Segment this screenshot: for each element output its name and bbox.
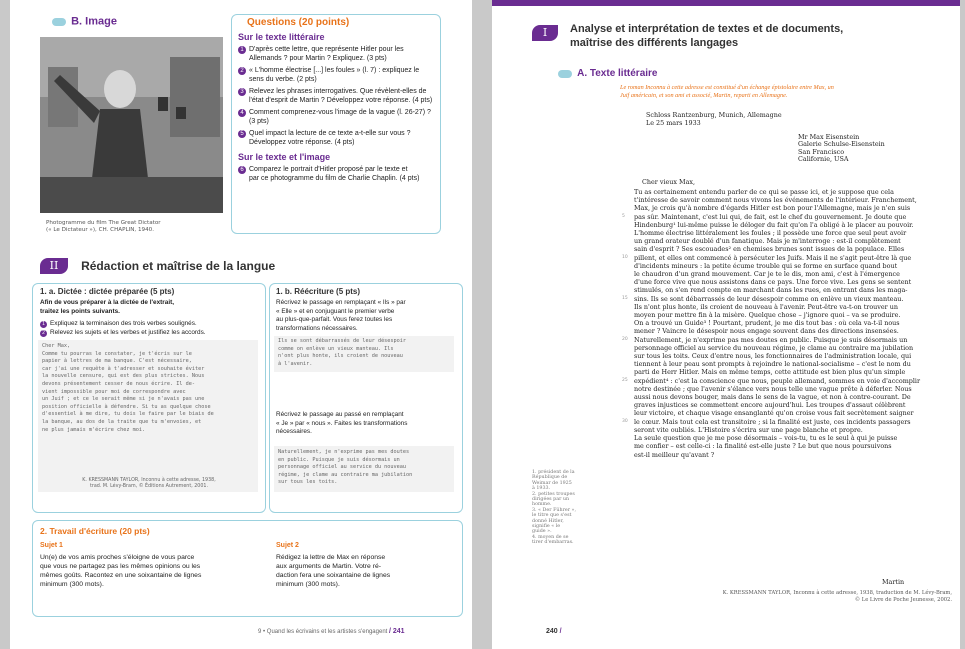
recipient-line: Mr Max Eisenstein	[798, 133, 860, 141]
dictee-line: Comme tu pourras le constater, je t'écris sur le	[42, 350, 192, 357]
question-text: « L'homme électrise [...] les foules » (l. 7) : expliquez le	[249, 67, 420, 74]
letter-line: le cœur. Mais tout cela est transitoire ; si la finalité est juste, ces incidents passagers	[634, 417, 911, 426]
footnote-line: République de	[532, 475, 568, 481]
footnote-line: guide ».	[532, 529, 552, 535]
dictee-text	[42, 343, 214, 434]
page-number: 241	[392, 628, 405, 635]
dictee-q1: Expliquez la terminaison des trois verbes soulignés.	[50, 320, 197, 327]
chaplin-photogram	[40, 37, 223, 213]
dictee-q2: Relevez les sujets et les verbes et justifiez les accords.	[50, 328, 206, 336]
letter-line: pas sûr. Maintenant, c'est lui qui, de fait, est le chef du gouvernement. Je doute que	[634, 212, 907, 221]
question-text: Comparez le portrait d'Hitler proposé par le texte et	[249, 166, 408, 173]
question-number: 5	[238, 130, 246, 138]
letter-line: Hindenburg¹ lui-même puisse le déloger du fait qu'on l'a obligé à le placer au pouvoir.	[634, 220, 914, 229]
letter-line: aussi nous devons bouger, mais dans le sens de la vague, et non à contre-courant. De	[634, 393, 911, 402]
section-1-title-line: Analyse et interprétation de textes et de documents,	[570, 23, 844, 35]
address-line: Le 25 mars 1933	[646, 119, 701, 128]
passage-line: en public. Puisque je suis désormais un	[278, 456, 400, 463]
footnote-line: signifie « le	[532, 524, 561, 530]
letter-line: leur victoire, et chaque visage ensanglanté qu'on croise vous fait secrètement saigner	[634, 409, 914, 418]
dictee-line: la banque, au dos de la traite que tu m'envoies, et	[42, 418, 202, 425]
arrow-icon	[558, 70, 572, 78]
sujet-line: minimum (300 mots).	[276, 581, 340, 588]
texte-litteraire-header	[558, 63, 658, 82]
left-page	[10, 0, 472, 649]
footnote-line: le titre que s'est	[532, 513, 572, 519]
questions-title: Questions (20 points)	[247, 17, 350, 28]
letter-line: On a trouvé un Guide³ ! Pourtant, prudent, je me dis tout bas : où cela va-t-il nous	[634, 319, 900, 328]
passage-line: sur tous les toits.	[278, 479, 338, 486]
dictee-credit	[44, 478, 254, 490]
footnote-line: 2. petites troupes	[532, 491, 575, 497]
question-2	[238, 66, 438, 84]
letter-line: Ils n'ont plus honte, ils croient de nouveau à l'avenir. Peut-être va-t-on trouver un	[634, 302, 898, 311]
question-text: sens du verbe. (2 pts)	[249, 76, 317, 83]
dictee-line: un Juif ; et ce le serait même si je n'avais pas une	[42, 396, 205, 403]
footnotes	[532, 470, 576, 546]
footnote-line: homme.	[532, 502, 552, 508]
dictee-q-icon: 2	[40, 330, 47, 337]
letter-line: t'intéresse de savoir comment nous vivons les événements de l'intérieur. Franchement,	[634, 196, 917, 205]
dictee-line: car j'ai une requête à t'adresser et souhaite éviter	[42, 365, 205, 372]
right-page-number: 240 /	[546, 628, 562, 635]
footnote-line: 3. « Der Führer »,	[532, 507, 576, 513]
photogram-illustration	[40, 37, 223, 213]
texte-litteraire-label: A. Texte littéraire	[577, 68, 658, 79]
passage-line: à l'avenir.	[278, 360, 313, 367]
recipient-line: Californie, USA	[798, 155, 849, 164]
caption-line-2: (« Le Dictateur »), CH. CHAPLIN, 1940.	[46, 227, 154, 233]
question-4	[238, 108, 438, 126]
footnote-line: 1. président de la	[532, 470, 575, 475]
reecriture-passage-1	[278, 338, 406, 368]
letter-line: un grand orateur doublé d'un fanatique. Mais je m'interroge : est-il complètement	[634, 237, 901, 246]
image-section-header	[52, 11, 117, 30]
dictee-line: papier à lettres de ma banque. C'est nécessaire,	[42, 358, 192, 365]
dictee-intro-line: traitez les points suivants.	[40, 307, 120, 315]
question-number: 2	[238, 67, 246, 75]
letter-line: d'une force vive que nous assistons dans ce pays. Une force vive. Les gens se sentent	[634, 278, 912, 287]
intro-line: Le roman Inconnu à cette adresse est constitué d'un échange épistolaire entre Max, un	[620, 84, 834, 91]
dictee-title: 1. a. Dictée : dictée préparée (5 pts)	[40, 287, 175, 296]
footnote-line: donné Hitler,	[532, 518, 564, 524]
sujet-line: mêmes goûts. Racontez en une soixantaine de lignes	[40, 572, 202, 579]
footnote-line: à 1933.	[532, 486, 551, 492]
passage-line: régime, je clame au contraire ma jubilation	[278, 471, 413, 478]
letter-line: le chaudron d'un grand mouvement. Car je te le dis, mon ami, c'est à l'émergence	[634, 270, 900, 279]
signature: Martin	[882, 578, 905, 586]
photo-caption	[46, 220, 161, 234]
letter-salutation: Cher vieux Max,	[642, 178, 696, 186]
recipient-line: San Francisco	[798, 147, 845, 156]
source-line: K. KRESSMANN TAYLOR, Inconnu à cette adresse, 1938, traduction de M. Lévy-Bram,	[722, 590, 952, 596]
question-6	[238, 165, 438, 183]
credit-line: trad. M. Lévy-Bram, © Éditions Autrement, 2001.	[90, 484, 208, 489]
ecriture-title: 2. Travail d'écriture (20 pts)	[40, 526, 150, 536]
instruction-line: transformations nécessaires.	[276, 324, 358, 332]
credit-line: K. KRESSMANN TAYLOR, Inconnu à cette adresse, 1938,	[82, 478, 216, 483]
letter-line: pillent, et elles ont commencé à persécuter les Juifs. Mais il ne s'agit peut-être là que	[634, 253, 912, 262]
letter-line: tiennent à leur peau sont prompts à rejoindre le national-socialisme – c'est le nom du	[634, 360, 911, 369]
letter-line: Naturellement, je n'exprime pas mes doutes en public. Puisque je suis désormais un	[634, 335, 908, 344]
letter-line: me confier – est celle-ci : la finalité est-elle juste ? Le but que nous poursuivons	[634, 442, 892, 451]
dictee-line: ne plus jamais m'écrire chez moi.	[42, 426, 146, 433]
sujet-1-text	[40, 553, 260, 589]
dictee-intro-line: Afin de vous préparer à la dictée de l'extrait,	[40, 299, 174, 306]
questions-head-text: Sur le texte littéraire	[238, 32, 325, 42]
caption-line-1: Photogramme du film The Great Dictator	[46, 220, 161, 226]
reecriture-title: 1. b. Réécriture (5 pts)	[276, 287, 361, 296]
section-1-title	[570, 22, 843, 50]
question-text: Quel impact la lecture de ce texte a-t-elle sur vous ?	[249, 130, 411, 137]
question-number: 3	[238, 88, 246, 96]
footnote-line: Weimar de 1925	[532, 480, 572, 486]
question-3	[238, 87, 438, 105]
sujet-line: Un(e) de vos amis proches s'éloigne de vous parce	[40, 554, 195, 561]
passage-line: comme on enlève un vieux manteau. Ils	[278, 345, 394, 352]
letter-line: parti de Herr Hitler. Mais en même temps, cette attitude est bien plus qu'un simple	[634, 368, 906, 377]
letter-line: Tu as certainement entendu parler de ce qui se passe ici, et je suppose que cela	[634, 188, 894, 196]
source	[670, 590, 952, 603]
question-text: (3 pts)	[249, 118, 269, 125]
letter-line: est-il meilleur qu'avant ?	[634, 450, 715, 459]
section-2-title: Rédaction et maîtrise de la langue	[81, 258, 276, 273]
line-number: 20	[622, 336, 628, 342]
letter-line: moyen pour mettre fin à la misère. Quelque chose – j'ignore quoi – va se produire.	[634, 311, 901, 320]
letter-line: sins. Ils se sont débarrassés de leur désespoir comme on enlève un vieux manteau.	[634, 294, 904, 303]
dictee-intro	[40, 299, 174, 316]
intro-text	[620, 84, 834, 100]
letter-line: L'homme électrise littéralement les foules ; il possède une force que seul peut avoir	[634, 229, 907, 238]
reecriture-instruction-1	[276, 299, 456, 333]
line-number: 15	[622, 295, 628, 301]
sujet-line: minimum (300 mots).	[40, 581, 104, 588]
footnote-list	[532, 470, 576, 546]
instruction-line: nécessaires.	[276, 428, 312, 435]
instruction-line: Récrivez le passage en remplaçant « Ils » par	[276, 299, 406, 306]
letter-line: La seule question que je me pose désormais – vois-tu, tu es le seul à qui je puisse	[634, 434, 898, 443]
letter-line: sur tous les toits. Ceux d'entre nous, les fonctionnaires de l'administration locale, qui	[634, 352, 912, 361]
question-text: Développez votre réponse. (4 pts)	[249, 139, 355, 146]
line-number: 30	[622, 418, 628, 424]
question-text: par ce photogramme du film de Charlie Chaplin. (4 pts)	[249, 175, 420, 182]
arrow-icon	[52, 18, 66, 26]
section-1-title-line: maîtrise des différents langages	[570, 37, 739, 49]
dictee-line: vient impossible pour moi de correspondre avec	[42, 388, 186, 395]
letter-line: d'incidents mineurs : la petite écume trouble qui se forme en surface quand bout	[634, 261, 898, 270]
letter-line: mener ? Vaincre le désespoir nous engage souvent dans des directions insensées.	[634, 327, 899, 336]
sujet-line: aux arguments de Martin. Votre ré-	[276, 563, 382, 570]
letter-line: Max, je crois qu'à nombre d'égards Hitler est bon pour l'Allemagne, mais je n'en suis	[634, 204, 911, 213]
letter-address	[646, 111, 782, 127]
letter-line: expédient⁴ : c'est la conscience que nous, peuple allemand, sommes en voie d'accomplir	[634, 376, 920, 385]
instruction-line: « Je » par « nous ». Faites les transformations	[276, 419, 408, 427]
dictee-line: position officielle à défendre. Si tu as quelque chose	[42, 403, 211, 410]
footer-text: 9 • Quand les écrivains et les artistes s'engagent	[258, 629, 388, 635]
address-line: Schloss Rantzenburg, Munich, Allemagne	[646, 111, 782, 119]
page-number: 240	[546, 628, 558, 635]
instruction-line: « Elle » et en conjuguant le premier verbe	[276, 307, 395, 315]
sujet-line: daction fera une soixantaine de lignes	[276, 572, 391, 579]
footnote-line: dirigées par un	[532, 497, 570, 503]
letter-line: graves injustices se commettent encore aujourd'hui. Les troupes d'assaut célèbrent	[634, 401, 906, 410]
letter-line: stimulés, on s'en rend compte en marchant dans les rues, en entrant dans les maga-	[634, 286, 908, 295]
section-1-header	[532, 22, 558, 41]
sujet-line: Rédigez la lettre de Max en réponse	[276, 554, 386, 561]
passage-line: n'ont plus honte, ils croient de nouveau	[278, 353, 403, 360]
section-2-number: II	[40, 258, 68, 274]
question-number: 6	[238, 166, 246, 174]
reecriture-passage-2	[278, 449, 412, 487]
passage-line: personnage officiel au service du nouveau	[278, 464, 407, 471]
letter-line: seront vite oubliés. L'Histoire s'écrira sur une page blanche et propre.	[634, 425, 863, 434]
top-band	[492, 0, 960, 6]
sujet-2-head: Sujet 2	[276, 542, 299, 549]
right-page	[492, 0, 960, 649]
line-number: 5	[622, 213, 625, 219]
source-line: © Le Livre de Poche Jeunesse, 2002.	[854, 596, 952, 603]
line-number: 10	[622, 254, 628, 260]
sujet-2-text	[276, 553, 456, 589]
letter-line: sain d'esprit ? Ses escouades² en chemises brunes sont issues de la populace. Elles	[634, 245, 905, 254]
question-text: Relevez les phrases interrogatives. Que révèlent-elles de	[249, 88, 427, 95]
question-text: Allemands ? pour Martin ? Expliquez. (3 pts)	[249, 55, 387, 62]
intro-line: Juif américain, et son ami et associé, Martin, reparti en Allemagne.	[620, 92, 788, 99]
letter-recipient	[798, 134, 885, 164]
question-text: Comment comprenez-vous l'image de la vague (l. 26-27) ?	[249, 109, 431, 116]
question-text: l'état d'esprit de Martin ? Développez votre réponse. (4 pts)	[249, 97, 433, 104]
dictee-q-icon: 1	[40, 321, 47, 328]
left-footer: 9 • Quand les écrivains et les artistes s'engagent / 241	[258, 628, 405, 635]
instruction-line: Récrivez le passage au passé en remplaçant	[276, 411, 404, 418]
recipient-line: Galerie Schulse-Eisenstein	[798, 140, 885, 149]
footnote-line: 4. moyen de se	[532, 534, 569, 540]
dictee-line: devons présentement cesser de nous écrire. Il de-	[42, 380, 196, 387]
passage-line: Ils se sont débarrassés de leur désespoir	[278, 338, 407, 344]
section-2-header	[40, 255, 275, 274]
question-1	[238, 45, 438, 63]
dictee-questions	[40, 320, 206, 337]
footnote-line: tirer d'embarras.	[532, 540, 574, 546]
questions-head-image: Sur le texte et l'image	[238, 152, 331, 162]
question-number: 1	[238, 46, 246, 54]
instruction-line: au plus-que-parfait. Vous ferez toutes les	[276, 316, 393, 323]
letter-body	[634, 188, 920, 459]
dictee-line: la nouvelle censure, qui est des plus strictes. Nous	[42, 373, 205, 380]
sujet-1-head: Sujet 1	[40, 542, 63, 549]
letter-line: notre destinée ; que l'avenir s'élance vers nous telle une vague prête à déferler. Nous	[634, 384, 912, 393]
letter-line: personnage officiel au service du nouveau régime, je clame au contraire ma jubilation	[634, 343, 914, 352]
dictee-line: d'essentiel à me dire, tu dois le faire par le biais de	[42, 411, 214, 418]
question-number: 4	[238, 109, 246, 117]
sujet-line: que vous ne partagez pas les mêmes opinions ou les	[40, 563, 201, 570]
question-text: D'après cette lettre, que représente Hitler pour les	[249, 46, 404, 53]
line-number: 25	[622, 377, 628, 383]
dictee-line: Cher Max,	[42, 343, 71, 349]
section-1-number: I	[532, 25, 558, 41]
image-section-label: B. Image	[71, 15, 117, 28]
passage-line: Naturellement, je n'exprime pas mes doutes	[278, 449, 410, 455]
question-5	[238, 129, 438, 147]
reecriture-instruction-2	[276, 411, 456, 437]
